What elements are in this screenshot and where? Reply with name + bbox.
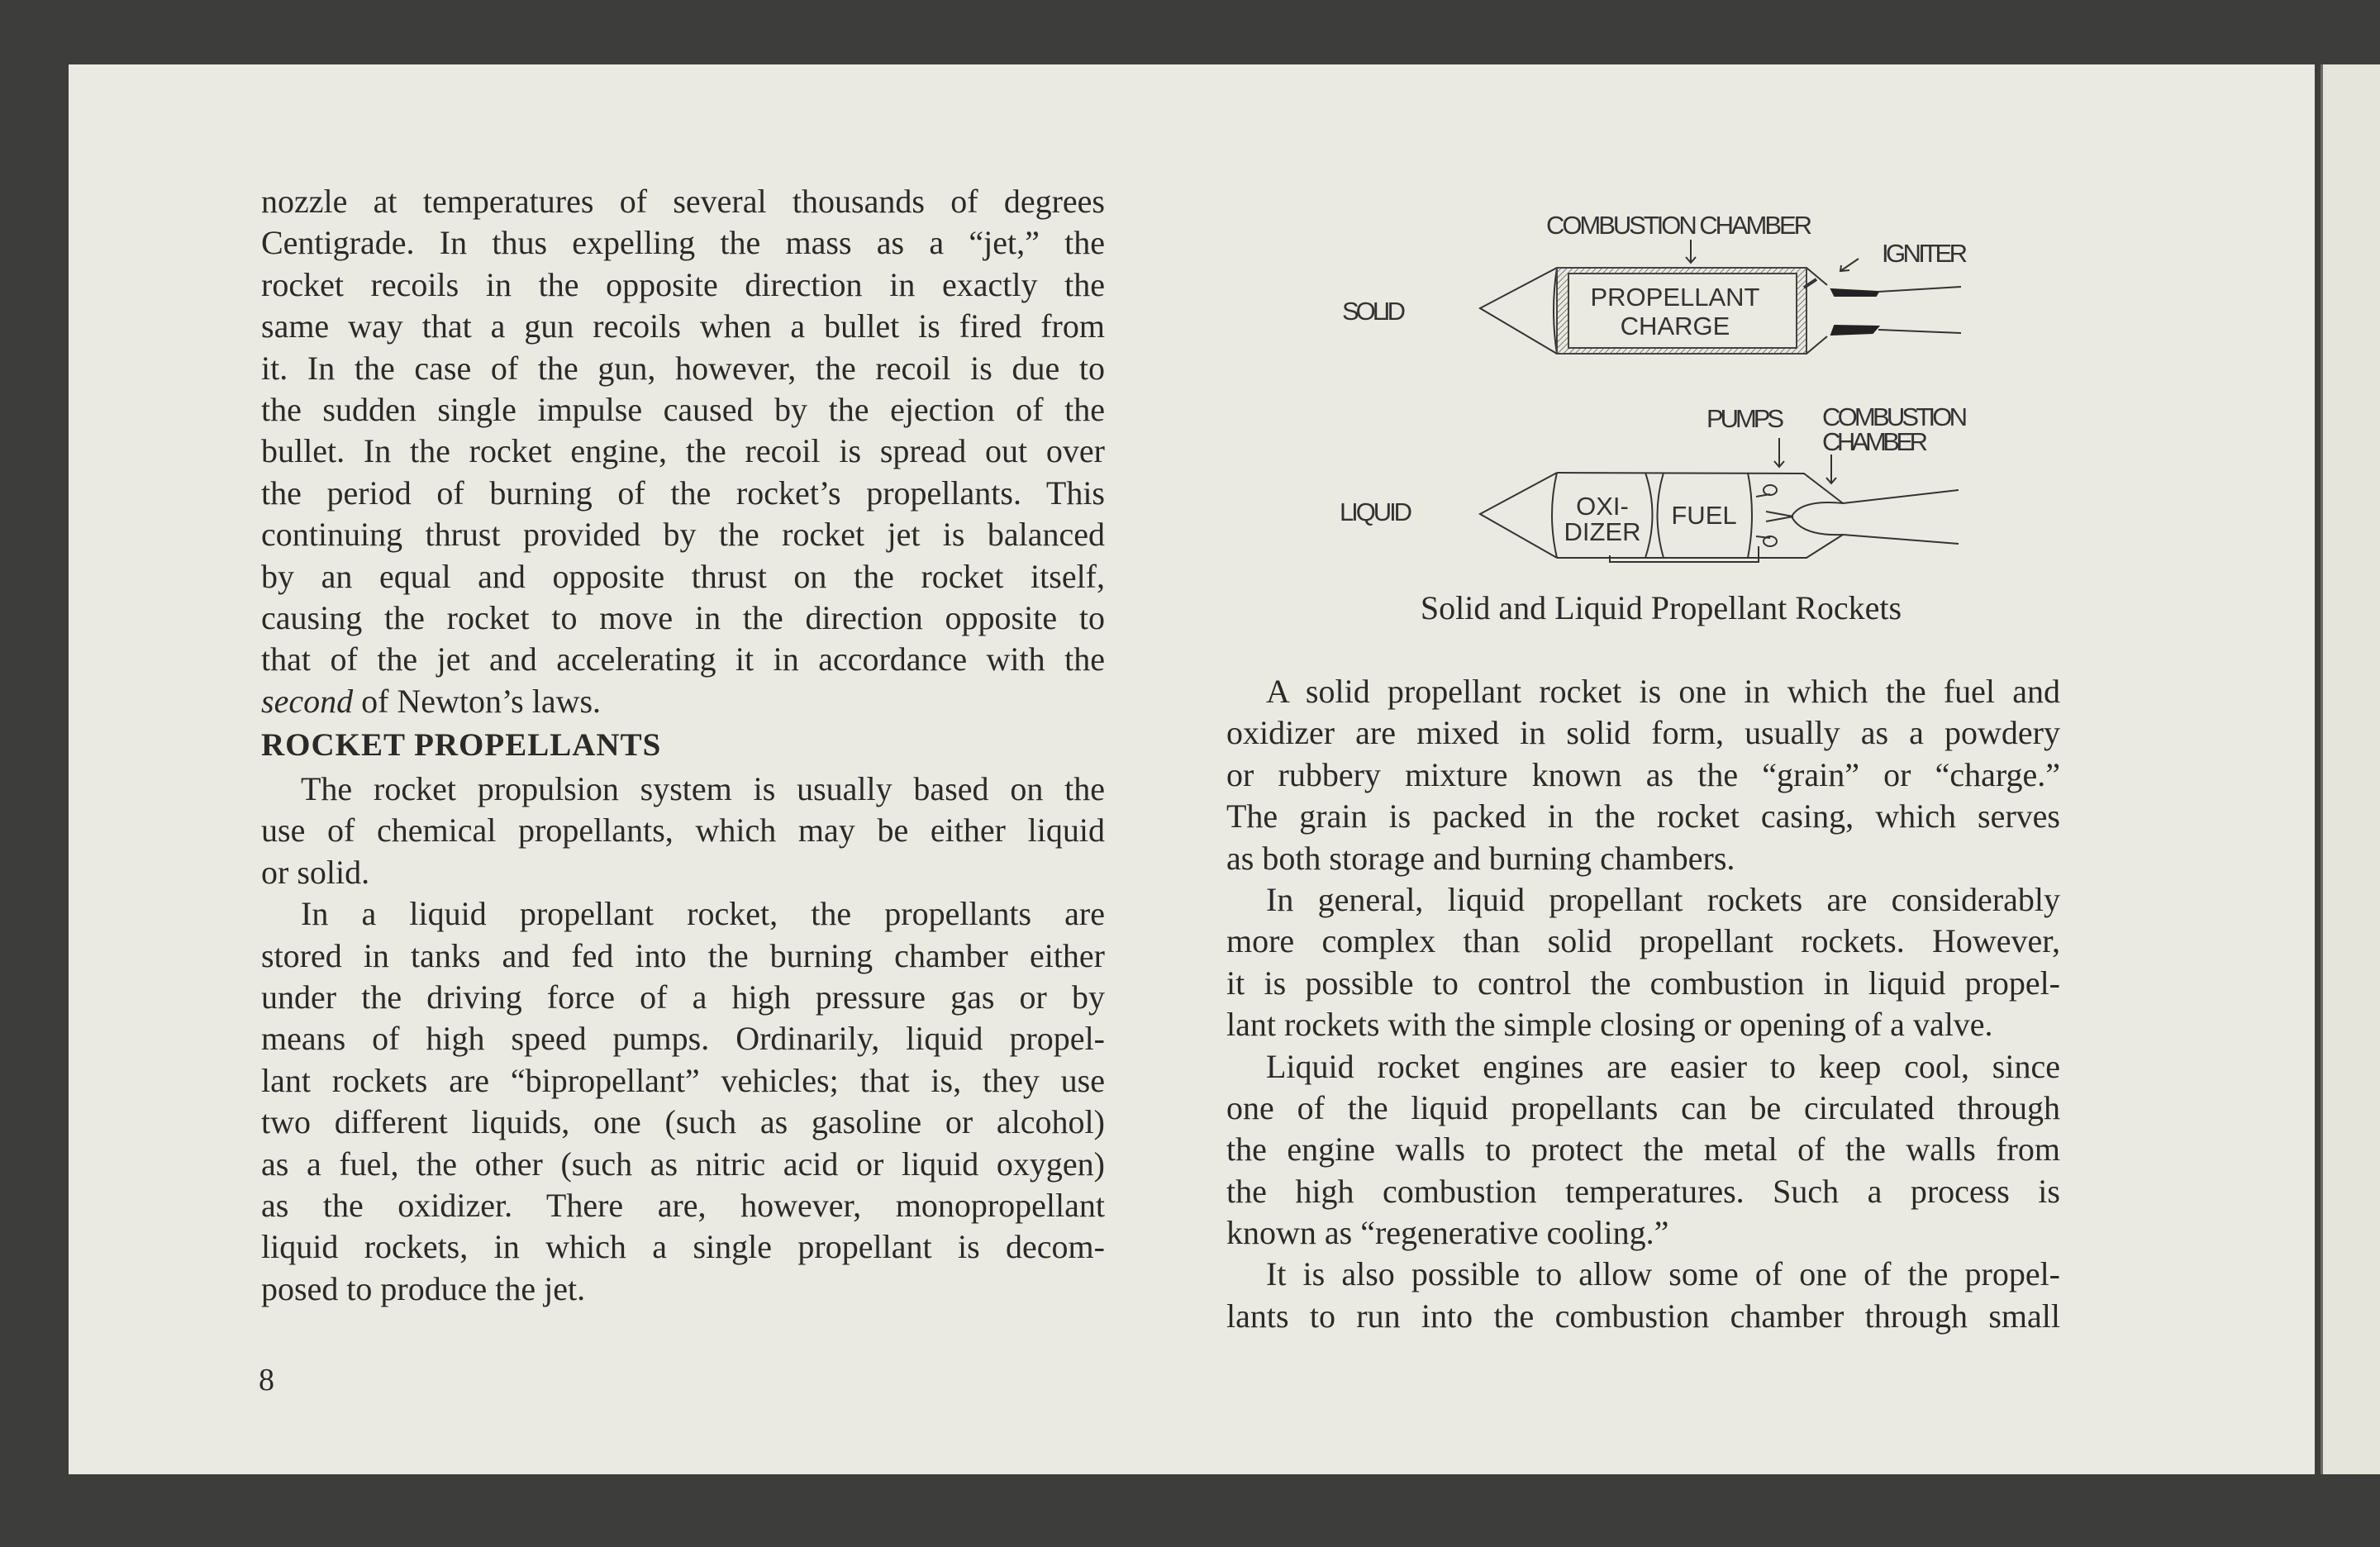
text-line: A solid propellant rocket is one in which the fuel and xyxy=(1266,673,2060,710)
label-propellant: PROPELLANT xyxy=(1590,283,1760,312)
text-line: posed to produce the jet. xyxy=(261,1269,586,1307)
text-fragment: of Newton’s laws. xyxy=(353,682,602,720)
text-line: In general, liquid propellant rockets are considerably xyxy=(1266,880,2060,918)
left-text-column xyxy=(261,181,1105,1310)
text-line: it is possible to control the combustion in liquid propel- xyxy=(1226,964,2060,1002)
text-line: the period of burning of the rocket’s propellants. This xyxy=(261,474,1105,512)
text-line: The grain is packed in the rocket casing, which serves xyxy=(1226,797,2060,835)
text-line: The rocket propulsion system is usually based on the xyxy=(301,770,1105,808)
text-line: causing the rocket to move in the direction opposite to xyxy=(261,598,1105,636)
text-line: as a fuel, the other (such as nitric acid or liquid oxygen) xyxy=(261,1145,1105,1183)
text-line: Centigrade. In thus expelling the mass as a “jet,” the xyxy=(261,224,1105,262)
label-solid: SOLID xyxy=(1342,297,1406,326)
label-pumps: PUMPS xyxy=(1706,404,1784,433)
text-line: stored in tanks and fed into the burning chamber either xyxy=(261,936,1105,974)
text-line: as the oxidizer. There are, however, monopropellant xyxy=(261,1186,1105,1224)
text-line: the high combustion temperatures. Such a process is xyxy=(1226,1172,2060,1210)
text-line: bullet. In the rocket engine, the recoil is spread out over xyxy=(261,432,1105,470)
text-line: the engine walls to protect the metal of the walls from xyxy=(1226,1130,2060,1169)
text-line: liquid rockets, in which a single propellant is decom- xyxy=(261,1228,1105,1266)
label-charge: CHARGE xyxy=(1620,312,1730,340)
text-line: two different liquids, one (such as gasoline or alcohol) xyxy=(261,1103,1105,1141)
text-line: by an equal and opposite thrust on the rocket itself, xyxy=(261,557,1105,595)
text-line: In a liquid propellant rocket, the propellants are xyxy=(301,895,1105,933)
next-page-edge xyxy=(2320,64,2380,1474)
label-chamber: CHAMBER xyxy=(1822,427,1928,456)
text-line: it. In the case of the gun, however, the recoil is due to xyxy=(261,349,1105,387)
rocket-diagram xyxy=(1306,190,2016,587)
text-line: more complex than solid propellant rockets. However, xyxy=(1226,922,2060,960)
text-line: means of high speed pumps. Ordinarily, liquid propel- xyxy=(261,1020,1105,1058)
text-line: lant rockets are “bipropellant” vehicles; that is, they use xyxy=(261,1061,1105,1099)
text-line: under the driving force of a high pressure gas or by xyxy=(261,978,1105,1016)
section-heading: ROCKET PROPELLANTS xyxy=(261,727,662,764)
text-line: known as “regenerative cooling.” xyxy=(1226,1214,1669,1252)
text-line: It is also possible to allow some of one of the propel- xyxy=(1266,1255,2060,1293)
right-text-column xyxy=(1226,671,2060,1337)
label-fuel: FUEL xyxy=(1671,501,1737,530)
text-line: lant rockets with the simple closing or opening of a valve. xyxy=(1226,1006,1993,1044)
label-oxidizer-1: OXI- xyxy=(1576,492,1629,521)
text-line: one of the liquid propellants can be circulated through xyxy=(1226,1088,2060,1126)
text-line: rocket recoils in the opposite direction in exactly the xyxy=(261,265,1105,303)
liquid-rocket-drawing xyxy=(1480,438,1959,562)
text-line: as both storage and burning chambers. xyxy=(1226,839,1735,877)
text-line: the sudden single impulse caused by the ejection of the xyxy=(261,390,1105,428)
text-line: or rubbery mixture known as the “grain” or “charge.” xyxy=(1226,755,2060,793)
text-line: or solid. xyxy=(261,853,370,891)
text-line xyxy=(261,681,1105,722)
text-line: oxidizer are mixed in solid form, usually as a powdery xyxy=(1226,714,2060,752)
text-line: use of chemical propellants, which may be either liquid xyxy=(261,812,1105,850)
figure-caption: Solid and Liquid Propellant Rockets xyxy=(1420,589,1902,626)
text-line: nozzle at temperatures of several thousands of degrees xyxy=(261,183,1105,220)
text-line: that of the jet and accelerating it in accordance with the xyxy=(261,640,1105,678)
text-line: Liquid rocket engines are easier to keep cool, since xyxy=(1266,1047,2060,1085)
label-oxidizer-2: DIZER xyxy=(1564,517,1641,546)
label-combustion: COMBUSTION xyxy=(1822,402,1968,431)
label-combustion-chamber-solid: COMBUSTION CHAMBER xyxy=(1546,211,1812,240)
label-liquid: LIQUID xyxy=(1340,497,1412,526)
page-number: 8 xyxy=(259,1363,274,1397)
label-igniter: IGNITER xyxy=(1882,239,1968,268)
text-line: lants to run into the combustion chamber through small xyxy=(1226,1297,2060,1335)
text-line: continuing thrust provided by the rocket jet is balanced xyxy=(261,516,1105,554)
text-line: same way that a gun recoils when a bullet is fired from xyxy=(261,307,1105,345)
italic-word: second xyxy=(261,682,354,720)
